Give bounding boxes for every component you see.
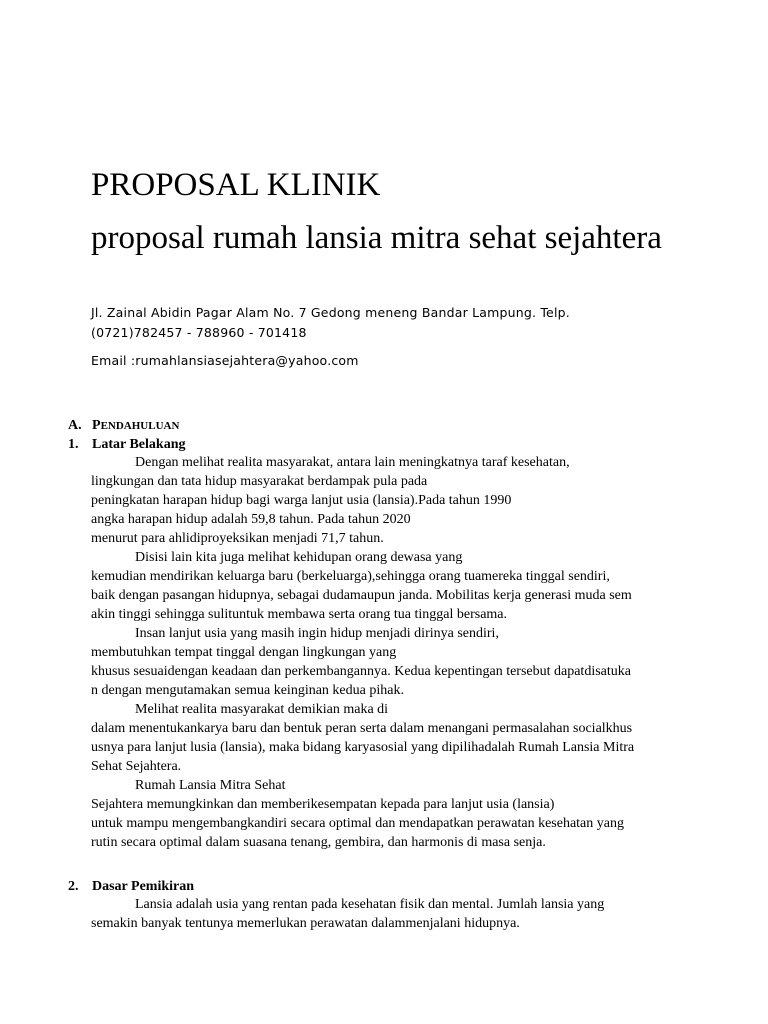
body-line: Melihat realita masyarakat demikian maka di bbox=[135, 702, 389, 717]
document-title: PROPOSAL KLINIK bbox=[91, 167, 381, 203]
section-2-title: Dasar Pemikiran bbox=[92, 879, 195, 894]
section-1-heading bbox=[68, 435, 185, 454]
email-line: Email :rumahlansiasejahtera@yahoo.com bbox=[91, 353, 359, 368]
body-line: Sejahtera memungkinkan dan memberikesempatan kepada para lanjut usia (lansia) bbox=[91, 797, 555, 812]
body-line: usnya para lanjut lusia (lansia), maka bidang karyasosial yang dipilihadalah Rumah Lansia Mitra bbox=[91, 740, 635, 755]
section-2-body bbox=[91, 895, 711, 933]
body-line: khusus sesuaidengan keadaan dan perkembangannya. Kedua kepentingan tersebut dapatdisatuka bbox=[91, 664, 631, 679]
body-line: kemudian mendirikan keluarga baru (berkeluarga),sehingga orang tuamereka tinggal sendiri, bbox=[91, 569, 610, 584]
section-1-number: 1. bbox=[68, 437, 79, 452]
body-line: Dengan melihat realita masyarakat, antara lain meningkatnya taraf kesehatan, bbox=[135, 455, 570, 470]
body-line: peningkatan harapan hidup bagi warga lanjut usia (lansia).Pada tahun 1990 bbox=[91, 493, 512, 508]
phone-line: (0721)782457 - 788960 - 701418 bbox=[91, 325, 307, 340]
section-a-first-letter: P bbox=[92, 418, 101, 433]
body-line: semakin banyak tentunya memerlukan perawatan dalammenjalani hidupnya. bbox=[91, 916, 520, 931]
section-1-title: Latar Belakang bbox=[92, 437, 186, 452]
body-line: n dengan mengutamakan semua keinginan kedua pihak. bbox=[91, 683, 404, 698]
body-line: lingkungan dan tata hidup masyarakat berdampak pula pada bbox=[91, 474, 428, 489]
section-1-body bbox=[91, 453, 711, 852]
section-a-rest: ENDAHULUAN bbox=[100, 420, 180, 432]
body-line: angka harapan hidup adalah 59,8 tahun. Pada tahun 2020 bbox=[91, 512, 411, 527]
body-line: Insan lanjut usia yang masih ingin hidup menjadi dirinya sendiri, bbox=[135, 626, 499, 641]
body-line: membutuhkan tempat tinggal dengan lingkungan yang bbox=[91, 645, 397, 660]
body-line: rutin secara optimal dalam suasana tenang, gembira, dan harmonis di masa senja. bbox=[91, 835, 546, 850]
body-line: Disisi lain kita juga melihat kehidupan orang dewasa yang bbox=[135, 550, 463, 565]
body-line: menurut para ahlidiproyeksikan menjadi 71,7 tahun. bbox=[91, 531, 384, 546]
body-line: dalam menentukankarya baru dan bentuk peran serta dalam menangani permasalahan socialkhus bbox=[91, 721, 633, 736]
section-a-number: A. bbox=[68, 418, 82, 433]
address-line: Jl. Zainal Abidin Pagar Alam No. 7 Gedong meneng Bandar Lampung. Telp. bbox=[91, 305, 570, 320]
section-2-heading bbox=[68, 877, 194, 896]
address-block bbox=[91, 303, 570, 343]
body-line: Lansia adalah usia yang rentan pada kesehatan fisik dan mental. Jumlah lansia yang bbox=[135, 897, 605, 912]
section-a-heading bbox=[68, 416, 179, 436]
body-line: Sehat Sejahtera. bbox=[91, 759, 182, 774]
body-line: untuk mampu mengembangkandiri secara optimal dan mendapatkan perawatan kesehatan yang bbox=[91, 816, 624, 831]
document-subtitle: proposal rumah lansia mitra sehat sejahtera bbox=[91, 220, 662, 256]
section-2-number: 2. bbox=[68, 879, 79, 894]
body-line: baik dengan pasangan hidupnya, sebagai dudamaupun janda. Mobilitas kerja generasi muda sem bbox=[91, 588, 632, 603]
body-line: Rumah Lansia Mitra Sehat bbox=[135, 778, 286, 793]
body-line: akin tinggi sehingga sulituntuk membawa serta orang tua tinggal bersama. bbox=[91, 607, 508, 622]
